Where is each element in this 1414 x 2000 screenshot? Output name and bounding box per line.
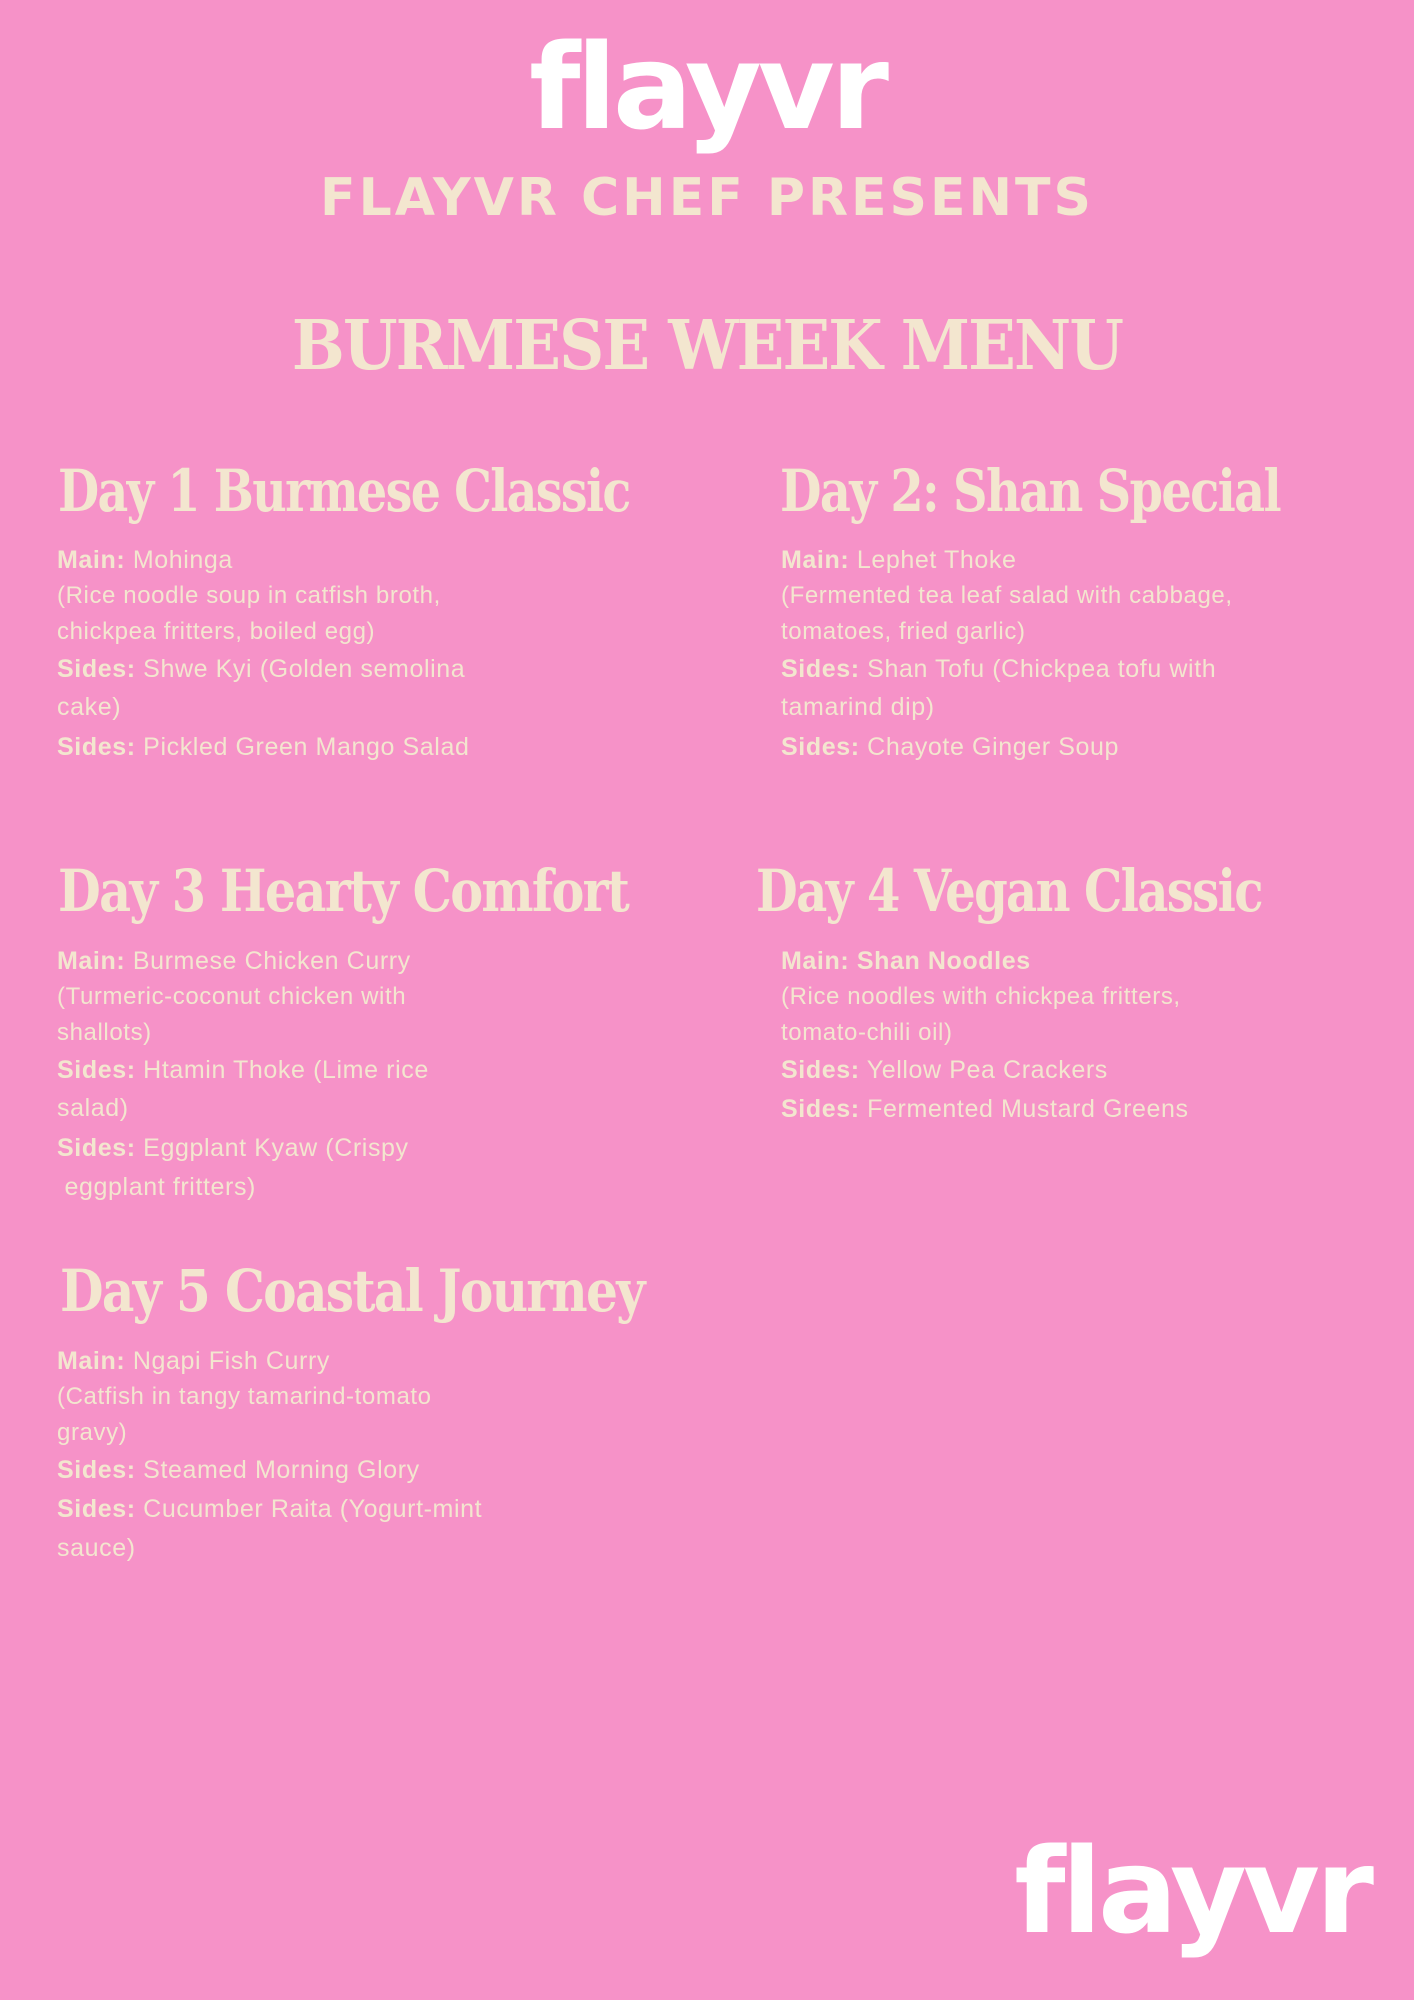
sides-label: Sides: — [781, 1056, 860, 1084]
day-5-main-desc-1: (Catfish in tangy tamarind-tomato — [57, 1383, 432, 1410]
sides-label: Sides: — [57, 655, 136, 683]
side-dish: Shwe Kyi (Golden semolina — [143, 655, 466, 683]
sides-label: Sides: — [781, 655, 860, 683]
day-5-title: Day 5 Coastal Journey — [60, 1257, 644, 1325]
sides-label: Sides: — [781, 1095, 860, 1123]
side-dish: Eggplant Kyaw (Crispy — [143, 1134, 409, 1162]
day-3-main — [57, 943, 411, 979]
day-1-main-desc-1: (Rice noodle soup in catfish broth, — [57, 582, 441, 609]
day-3-side-1-cont: salad) — [57, 1094, 129, 1122]
day-3-main-desc-2: shallots) — [57, 1019, 152, 1046]
side-dish: Shan Tofu (Chickpea tofu with — [867, 655, 1217, 683]
day-5-main — [57, 1343, 330, 1379]
day-2-title: Day 2: Shan Special — [780, 457, 1281, 525]
day-1-side-1-cont: cake) — [57, 693, 122, 721]
day-2-main-desc-1: (Fermented tea leaf salad with cabbage, — [781, 582, 1233, 609]
day-2-side-2 — [781, 729, 1119, 765]
side-dish: Yellow Pea Crackers — [866, 1056, 1108, 1084]
sides-label: Sides: — [781, 733, 860, 761]
main-label: Main: — [57, 1347, 126, 1375]
main-dish: Mohinga — [132, 546, 233, 574]
day-2-side-1-cont: tamarind dip) — [781, 693, 935, 721]
side-dish: Chayote Ginger Soup — [867, 733, 1120, 761]
day-2-main — [781, 542, 1016, 578]
day-4-side-1 — [781, 1052, 1108, 1088]
main-dish: Shan Noodles — [856, 947, 1031, 975]
day-4-title: Day 4 Vegan Classic — [756, 857, 1262, 925]
day-1-title: Day 1 Burmese Classic — [58, 457, 630, 525]
side-dish: Pickled Green Mango Salad — [143, 733, 470, 761]
day-4-main — [781, 943, 1031, 979]
main-label: Main: — [57, 546, 126, 574]
day-3-side-1 — [57, 1052, 429, 1088]
menu-title: BURMESE WEEK MENU — [291, 306, 1123, 386]
day-3-title: Day 3 Hearty Comfort — [58, 857, 629, 925]
day-4-side-2 — [781, 1091, 1189, 1127]
day-2-main-desc-2: tomatoes, fried garlic) — [781, 618, 1026, 645]
day-2-side-1 — [781, 651, 1216, 687]
day-1-side-1 — [57, 651, 465, 687]
day-5-side-2 — [57, 1491, 482, 1527]
main-label: Main: — [781, 546, 850, 574]
flayvr-logo-top: flayvr — [529, 18, 885, 156]
main-dish: Lephet Thoke — [856, 546, 1017, 574]
flayvr-logo-bottom: flayvr — [1014, 1822, 1370, 1960]
day-5-side-2-cont: sauce) — [57, 1534, 136, 1562]
day-4-main-desc-2: tomato-chili oil) — [781, 1019, 953, 1046]
day-1-main — [57, 542, 233, 578]
sides-label: Sides: — [57, 1456, 136, 1484]
day-5-main-desc-2: gravy) — [57, 1419, 128, 1446]
main-label: Main: — [781, 947, 850, 975]
day-3-side-2-cont: eggplant fritters) — [57, 1173, 256, 1201]
day-1-side-2 — [57, 729, 469, 765]
day-3-side-2 — [57, 1130, 409, 1166]
main-label: Main: — [57, 947, 126, 975]
day-3-main-desc-1: (Turmeric-coconut chicken with — [57, 983, 407, 1010]
presents-heading: FLAYVR CHEF PRESENTS — [320, 168, 1094, 228]
sides-label: Sides: — [57, 1056, 136, 1084]
sides-label: Sides: — [57, 1495, 136, 1523]
main-dish: Ngapi Fish Curry — [132, 1347, 330, 1375]
day-1-main-desc-2: chickpea fritters, boiled egg) — [57, 618, 376, 645]
sides-label: Sides: — [57, 733, 136, 761]
side-dish: Cucumber Raita (Yogurt-mint — [143, 1495, 483, 1523]
side-dish: Fermented Mustard Greens — [867, 1095, 1189, 1123]
side-dish: Steamed Morning Glory — [143, 1456, 420, 1484]
sides-label: Sides: — [57, 1134, 136, 1162]
side-dish: Htamin Thoke (Lime rice — [143, 1056, 429, 1084]
day-4-main-desc-1: (Rice noodles with chickpea fritters, — [781, 983, 1181, 1010]
day-5-side-1 — [57, 1452, 420, 1488]
main-dish: Burmese Chicken Curry — [132, 947, 411, 975]
